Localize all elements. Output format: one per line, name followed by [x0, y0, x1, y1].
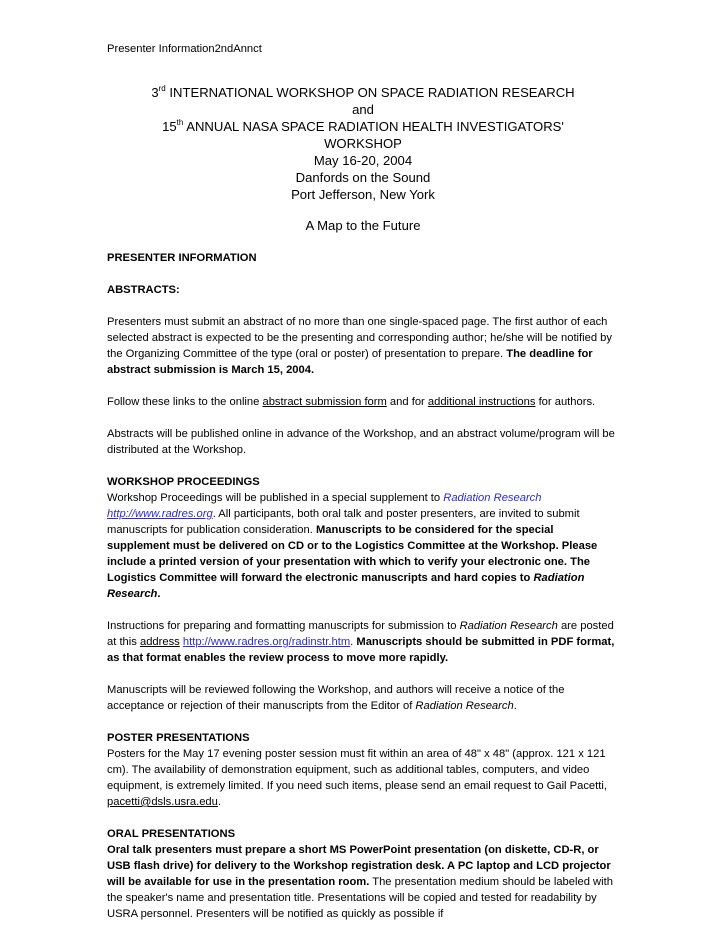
radinstr-link[interactable]: http://www.radres.org/radinstr.htm	[182, 636, 351, 648]
radres-link[interactable]: http://www.radres.org	[107, 508, 213, 520]
text: .	[217, 796, 221, 808]
text: for authors.	[535, 396, 596, 408]
text: The presentation medium should be labeled with the speaker's name and presentation title. Presentations will be copied and tested for readability by USRA personnel. Presenters will be notified as quickly as possible if	[107, 876, 613, 920]
abstract-submission-link[interactable]: abstract submission form	[262, 396, 387, 408]
paragraph	[107, 314, 619, 378]
workshop-subtitle: A Map to the Future	[305, 218, 421, 233]
paragraph	[107, 842, 619, 922]
deadline-text: The deadline for abstract submission is March 15, 2004.	[107, 348, 593, 376]
title-text: INTERNATIONAL WORKSHOP ON SPACE RADIATION RESEARCH	[165, 85, 575, 100]
text: .	[350, 636, 357, 648]
text: are posted at this	[107, 620, 614, 648]
text: .	[513, 700, 517, 712]
email-link[interactable]: pacetti@dsls.usra.edu	[107, 796, 218, 808]
journal-name: Radiation Research	[107, 572, 585, 600]
text: and for	[386, 396, 428, 408]
running-header: Presenter Information2ndAnnct	[107, 43, 262, 55]
address-link[interactable]: address	[139, 636, 180, 648]
text: . All participants, both oral talk and poster presenters, are invited to submit manuscripts for publication consideration.	[107, 508, 580, 536]
text: Instructions for preparing and formatting manuscripts for submission to	[107, 620, 460, 632]
journal-name: Radiation Research	[415, 700, 514, 712]
bold-text: Manuscripts should be submitted in PDF format, as that format enables the review process to move more rapidly.	[107, 636, 615, 664]
title-sup: rd	[158, 84, 166, 93]
event-venue: Danfords on the Sound	[295, 170, 431, 185]
title-text: ANNUAL NASA SPACE RADIATION HEALTH INVESTIGATORS'	[183, 119, 564, 134]
section-heading: WORKSHOP PROCEEDINGS	[107, 476, 260, 488]
section-heading: PRESENTER INFORMATION	[107, 252, 257, 264]
additional-instructions-link[interactable]: additional instructions	[427, 396, 536, 408]
text: .	[157, 588, 161, 600]
text: Manuscripts will be reviewed following the Workshop, and authors will receive a notice of the acceptance or rejection of their manuscripts from the Editor of	[107, 684, 565, 712]
event-dates: May 16-20, 2004	[313, 153, 413, 168]
title-num: 3	[151, 85, 159, 100]
document-page	[107, 0, 619, 922]
text: Posters for the May 17 evening poster session must fit within an area of 48" x 48" (approx. 121 x 121 cm). The availability of demonstration equipment, such as additional tables, computers, and video equipment, is extremely limited. If you need such items, please send an email request to Gail Pacetti,	[107, 748, 607, 792]
paragraph	[107, 746, 619, 810]
section-heading: ORAL PRESENTATIONS	[107, 828, 236, 840]
paragraph	[107, 394, 619, 410]
bold-text: Oral talk presenters must prepare a short MS PowerPoint presentation (on diskette, CD-R, or USB flash drive) for delivery to the Workshop registration desk. A PC laptop and LCD projector will be available for use in the presentation room.	[107, 844, 611, 888]
workshop-title	[107, 84, 619, 203]
title-and: and	[352, 102, 374, 117]
title-sup: th	[176, 118, 184, 127]
title-num: 15	[162, 119, 177, 134]
paragraph	[107, 618, 619, 666]
text: Workshop Proceedings will be published in a special supplement to	[107, 492, 444, 504]
paragraph: Abstracts will be published online in advance of the Workshop, and an abstract volume/program will be distributed at the Workshop.	[107, 428, 615, 456]
journal-name: Radiation Research	[443, 492, 542, 504]
bold-text: Manuscripts to be considered for the special supplement must be delivered on CD or to the Logistics Committee at the Workshop. Please include a printed version of your presentation with which to verify your electronic one. The Logistics Committee will forward the electronic manuscripts and hard copies to	[107, 524, 598, 584]
journal-name: Radiation Research	[459, 620, 558, 632]
text: Follow these links to the online	[107, 396, 263, 408]
paragraph	[107, 490, 619, 602]
section-heading: ABSTRACTS:	[107, 284, 180, 296]
text: Presenters must submit an abstract of no more than one single-spaced page. The first author of each selected abstract is expected to be the presenting and corresponding author; he/she will be notified by the Organizing Committee of the type (oral or poster) of presentation to prepare.	[107, 316, 612, 360]
title-workshop: WORKSHOP	[324, 136, 402, 151]
event-location: Port Jefferson, New York	[291, 187, 435, 202]
paragraph	[107, 682, 619, 714]
section-heading: POSTER PRESENTATIONS	[107, 732, 250, 744]
